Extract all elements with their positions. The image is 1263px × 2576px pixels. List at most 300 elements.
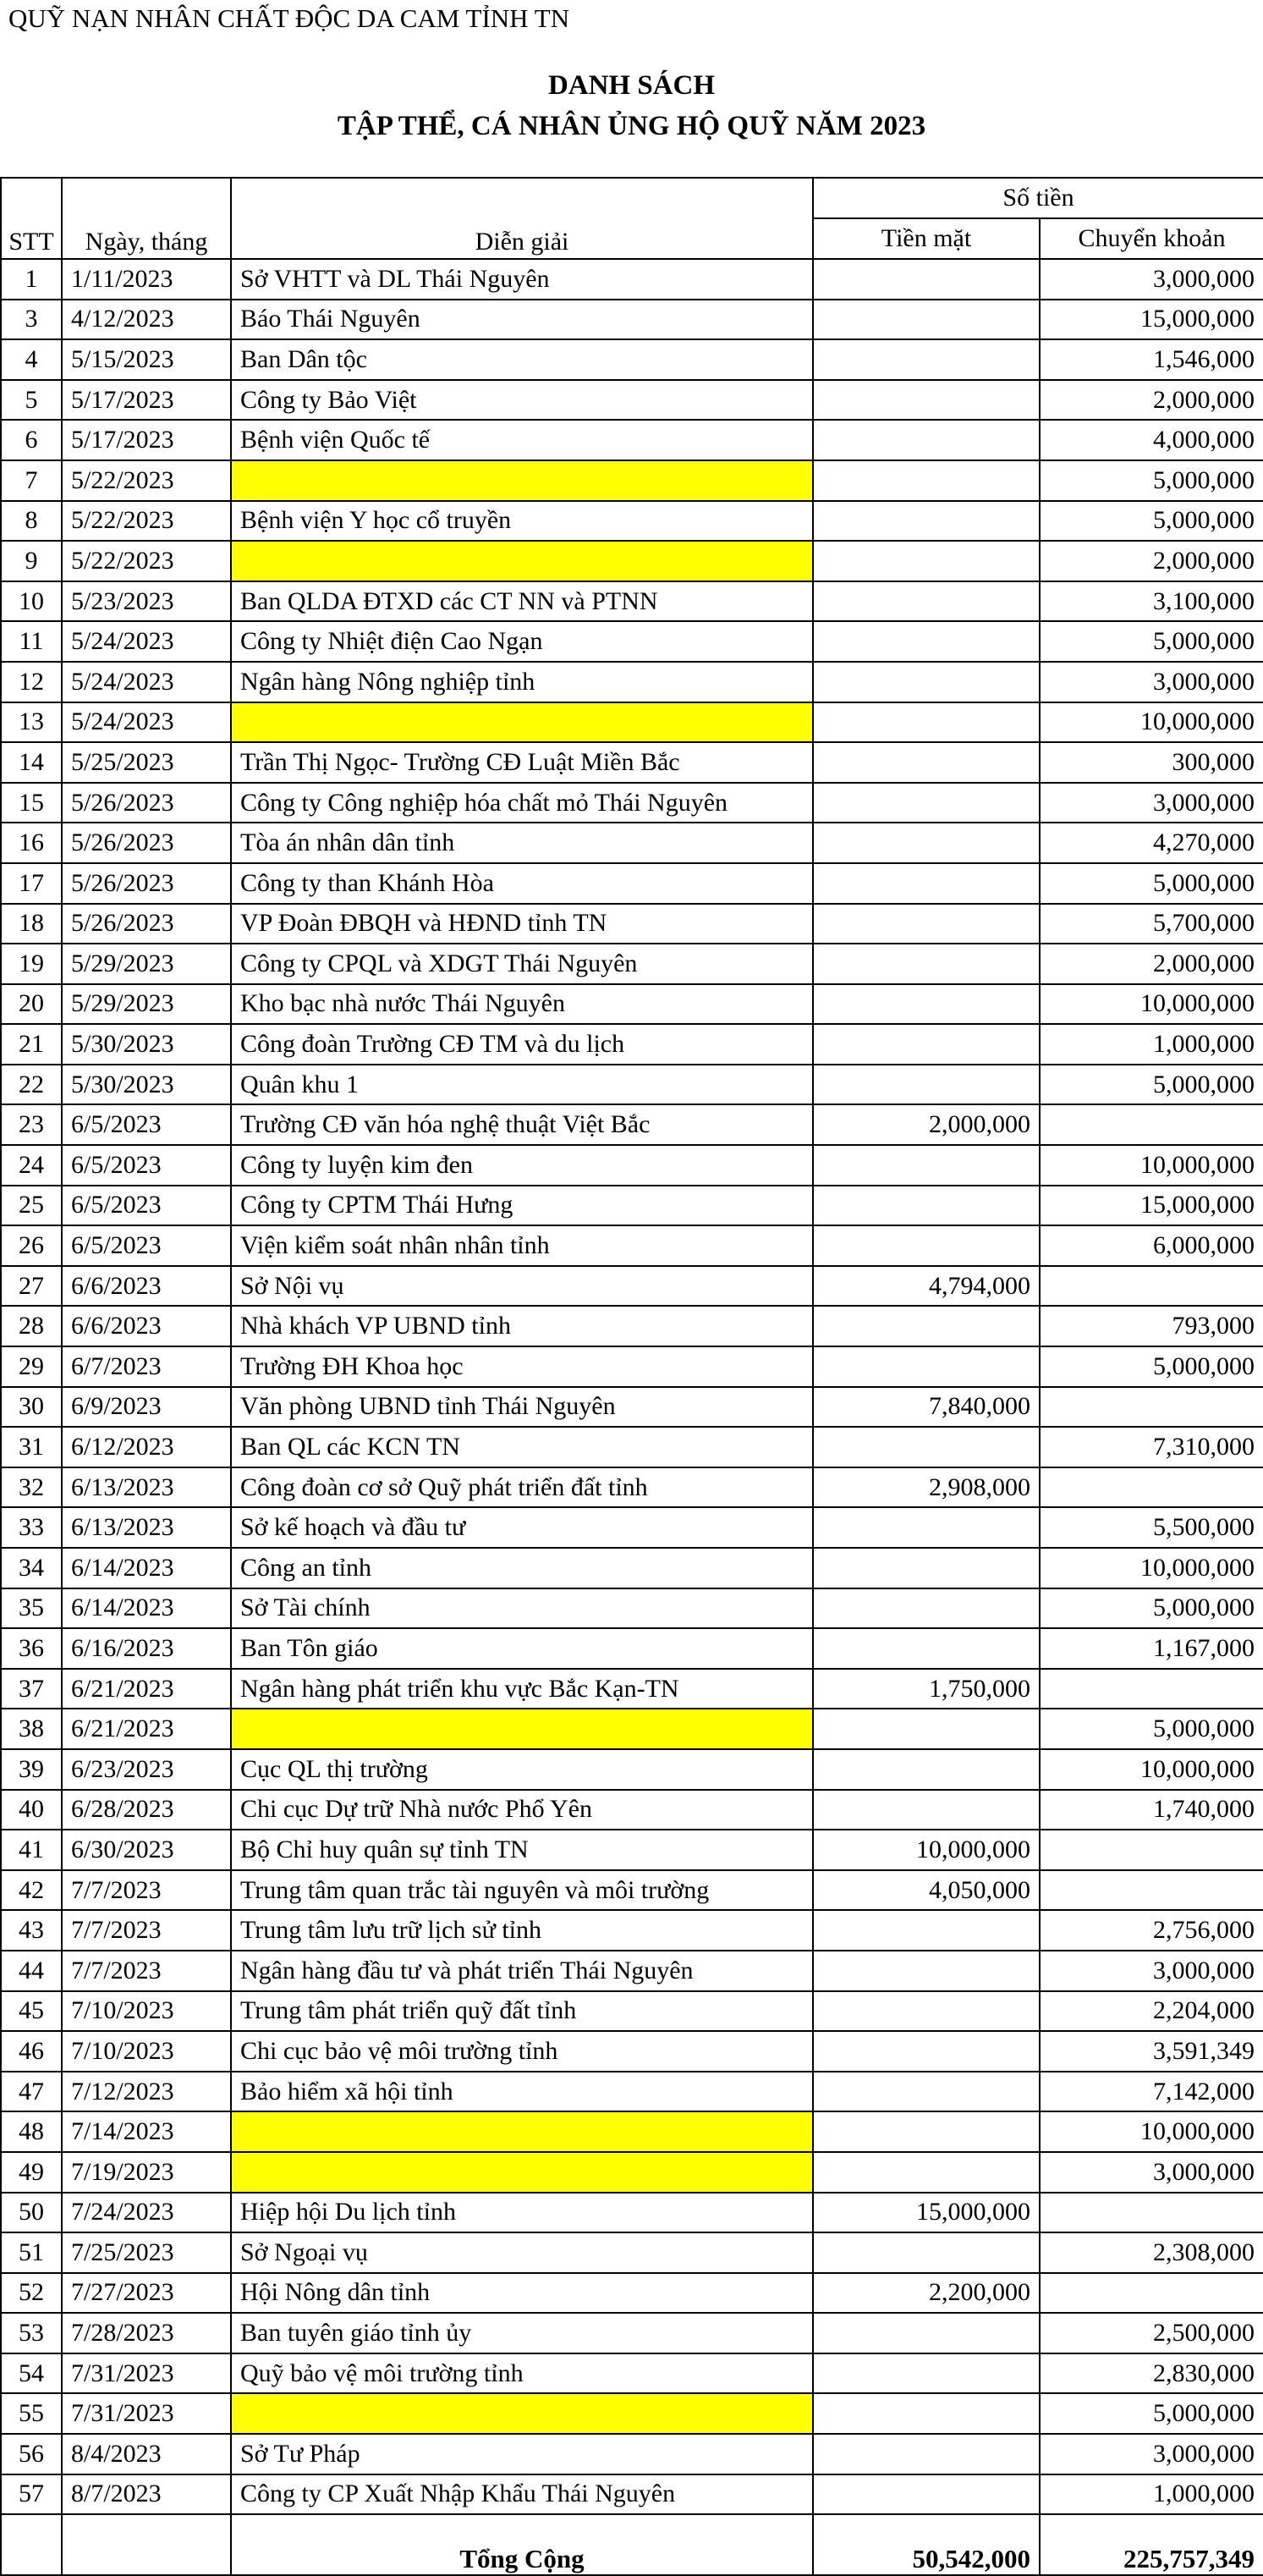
- row-date: 6/14/2023: [62, 1588, 231, 1629]
- row-date: 5/22/2023: [62, 460, 231, 501]
- row-stt: 23: [1, 1104, 62, 1145]
- row-stt: 52: [1, 2273, 62, 2314]
- row-description: Cục QL thị trường: [231, 1749, 813, 1790]
- row-description: Ban QLDA ĐTXD các CT NN và PTNN: [231, 581, 813, 622]
- row-stt: 33: [1, 1507, 62, 1548]
- row-stt: 35: [1, 1588, 62, 1629]
- row-date: 6/23/2023: [62, 1749, 231, 1790]
- row-transfer: 3,000,000: [1040, 662, 1263, 702]
- row-date: 5/17/2023: [62, 420, 231, 460]
- row-stt: 47: [1, 2072, 62, 2112]
- row-cash: [813, 501, 1040, 542]
- row-description: Viện kiểm soát nhân nhân tỉnh: [231, 1225, 813, 1266]
- row-date: 5/25/2023: [62, 742, 231, 783]
- row-description: Nhà khách VP UBND tỉnh: [231, 1306, 813, 1346]
- row-date: 4/12/2023: [62, 300, 231, 340]
- row-stt: 17: [1, 863, 62, 904]
- row-stt: 10: [1, 581, 62, 622]
- row-stt: 22: [1, 1065, 62, 1105]
- row-transfer: [1040, 1387, 1263, 1428]
- row-cash: 7,840,000: [813, 1387, 1040, 1428]
- row-transfer: 5,000,000: [1040, 863, 1263, 904]
- row-stt: 34: [1, 1548, 62, 1588]
- row-date: 7/31/2023: [62, 2353, 231, 2394]
- row-cash: [813, 1588, 1040, 1629]
- row-transfer: 5,000,000: [1040, 621, 1263, 662]
- row-transfer: 4,000,000: [1040, 420, 1263, 460]
- row-description: Sở VHTT và DL Thái Nguyên: [231, 259, 813, 300]
- row-cash: [813, 1065, 1040, 1105]
- table-row: [1, 420, 1263, 460]
- row-transfer: 6,000,000: [1040, 1225, 1263, 1266]
- row-description: Hội Nông dân tỉnh: [231, 2273, 813, 2314]
- row-transfer: 5,700,000: [1040, 904, 1263, 944]
- row-description: Công ty CPTM Thái Hưng: [231, 1186, 813, 1226]
- row-transfer: 3,591,349: [1040, 2031, 1263, 2072]
- row-transfer: 2,830,000: [1040, 2353, 1263, 2394]
- row-transfer: 7,310,000: [1040, 1427, 1263, 1467]
- row-stt: 48: [1, 2111, 62, 2152]
- row-transfer: 10,000,000: [1040, 1749, 1263, 1790]
- row-description: Trung tâm lưu trữ lịch sử tỉnh: [231, 1910, 813, 1951]
- row-stt: 28: [1, 1306, 62, 1346]
- table-row: [1, 1628, 1263, 1669]
- total-row: [1, 2514, 1263, 2575]
- row-stt: 51: [1, 2232, 62, 2273]
- table-row: [1, 259, 1263, 300]
- row-transfer: 2,000,000: [1040, 541, 1263, 581]
- row-description: Công ty Công nghiệp hóa chất mỏ Thái Nguyên: [231, 783, 813, 823]
- table-row: [1, 501, 1263, 542]
- row-date: 6/14/2023: [62, 1548, 231, 1588]
- row-stt: 14: [1, 742, 62, 783]
- row-cash: [813, 2313, 1040, 2353]
- row-cash: [813, 2232, 1040, 2273]
- row-cash: [813, 420, 1040, 460]
- row-date: 5/22/2023: [62, 501, 231, 542]
- table-row: [1, 2072, 1263, 2112]
- row-transfer: 7,142,000: [1040, 2072, 1263, 2112]
- row-transfer: 2,756,000: [1040, 1910, 1263, 1951]
- row-transfer: 5,000,000: [1040, 460, 1263, 501]
- row-description: Sở Ngoại vụ: [231, 2232, 813, 2273]
- table-row: [1, 460, 1263, 501]
- row-cash: [813, 1628, 1040, 1669]
- row-stt: 31: [1, 1427, 62, 1467]
- row-description: [231, 702, 813, 743]
- row-date: 7/31/2023: [62, 2393, 231, 2434]
- row-date: 6/13/2023: [62, 1507, 231, 1548]
- row-cash: 2,908,000: [813, 1467, 1040, 1508]
- row-description: Ngân hàng Nông nghiệp tỉnh: [231, 662, 813, 702]
- row-cash: [813, 1709, 1040, 1749]
- table-row: [1, 541, 1263, 581]
- row-transfer: 5,500,000: [1040, 1507, 1263, 1548]
- table-row: [1, 339, 1263, 380]
- row-date: 6/5/2023: [62, 1104, 231, 1145]
- row-date: 5/29/2023: [62, 984, 231, 1025]
- row-date: 5/24/2023: [62, 662, 231, 702]
- row-cash: [813, 2474, 1040, 2515]
- table-row: [1, 300, 1263, 340]
- row-description: Công an tỉnh: [231, 1548, 813, 1588]
- row-cash: [813, 380, 1040, 421]
- row-description: Công ty Bảo Việt: [231, 380, 813, 421]
- row-date: 5/26/2023: [62, 904, 231, 944]
- row-transfer: 5,000,000: [1040, 1346, 1263, 1387]
- total-label: Tổng Cộng: [231, 2514, 813, 2575]
- row-date: 6/9/2023: [62, 1387, 231, 1428]
- row-stt: 44: [1, 1951, 62, 1991]
- row-date: 6/30/2023: [62, 1830, 231, 1870]
- table-row: [1, 944, 1263, 984]
- row-cash: [813, 460, 1040, 501]
- row-cash: [813, 1749, 1040, 1790]
- row-transfer: [1040, 1266, 1263, 1307]
- row-stt: 38: [1, 1709, 62, 1749]
- row-description: Công đoàn Trường CĐ TM và du lịch: [231, 1024, 813, 1065]
- row-transfer: 1,167,000: [1040, 1628, 1263, 1669]
- donation-table: [0, 177, 1263, 2576]
- row-description: Quỹ bảo vệ môi trường tỉnh: [231, 2353, 813, 2394]
- row-transfer: [1040, 1104, 1263, 1145]
- row-stt: 42: [1, 1870, 62, 1911]
- row-transfer: 1,740,000: [1040, 1790, 1263, 1830]
- row-cash: [813, 1427, 1040, 1467]
- row-transfer: 10,000,000: [1040, 1145, 1263, 1186]
- row-description: Trần Thị Ngọc- Trường CĐ Luật Miền Bắc: [231, 742, 813, 783]
- row-transfer: 1,000,000: [1040, 2474, 1263, 2515]
- row-cash: [813, 2031, 1040, 2072]
- row-transfer: 1,000,000: [1040, 1024, 1263, 1065]
- row-date: 7/27/2023: [62, 2273, 231, 2314]
- row-cash: 4,050,000: [813, 1870, 1040, 1911]
- row-date: 7/7/2023: [62, 1870, 231, 1911]
- row-description: [231, 541, 813, 581]
- row-date: 6/21/2023: [62, 1709, 231, 1749]
- row-stt: 12: [1, 662, 62, 702]
- table-row: [1, 1548, 1263, 1588]
- document-title: DANH SÁCH: [547, 70, 716, 101]
- table-row: [1, 1387, 1263, 1428]
- row-stt: 4: [1, 339, 62, 380]
- row-date: 7/7/2023: [62, 1910, 231, 1951]
- row-description: Báo Thái Nguyên: [231, 300, 813, 340]
- header-description: Diễn giải: [231, 178, 813, 259]
- row-date: 7/19/2023: [62, 2152, 231, 2193]
- row-description: Bệnh viện Quốc tế: [231, 420, 813, 460]
- row-stt: 8: [1, 501, 62, 542]
- row-cash: [813, 944, 1040, 984]
- row-transfer: 2,204,000: [1040, 1991, 1263, 2032]
- row-stt: 56: [1, 2434, 62, 2474]
- row-description: Ban tuyên giáo tỉnh ủy: [231, 2313, 813, 2353]
- table-row: [1, 1024, 1263, 1065]
- row-date: 5/30/2023: [62, 1065, 231, 1105]
- row-date: 1/11/2023: [62, 259, 231, 300]
- row-transfer: 2,000,000: [1040, 380, 1263, 421]
- row-stt: 46: [1, 2031, 62, 2072]
- row-stt: 27: [1, 1266, 62, 1307]
- row-date: 5/26/2023: [62, 783, 231, 823]
- row-transfer: 5,000,000: [1040, 2393, 1263, 2434]
- row-description: Ngân hàng đầu tư và phát triển Thái Nguyên: [231, 1951, 813, 1991]
- row-cash: [813, 1186, 1040, 1226]
- row-stt: 5: [1, 380, 62, 421]
- row-description: Sở Nội vụ: [231, 1266, 813, 1307]
- table-row: [1, 380, 1263, 421]
- row-stt: 3: [1, 300, 62, 340]
- table-row: [1, 2193, 1263, 2233]
- row-cash: [813, 541, 1040, 581]
- row-description: Quân khu 1: [231, 1065, 813, 1105]
- row-stt: 25: [1, 1186, 62, 1226]
- row-description: Công ty Nhiệt điện Cao Ngạn: [231, 621, 813, 662]
- row-date: 5/23/2023: [62, 581, 231, 622]
- row-date: 5/22/2023: [62, 541, 231, 581]
- row-cash: [813, 863, 1040, 904]
- table-row: [1, 2313, 1263, 2353]
- row-date: 7/25/2023: [62, 2232, 231, 2273]
- row-description: Công ty luyện kim đen: [231, 1145, 813, 1186]
- row-transfer: 1,546,000: [1040, 339, 1263, 380]
- row-date: 6/12/2023: [62, 1427, 231, 1467]
- row-stt: 1: [1, 259, 62, 300]
- row-description: Hiệp hội Du lịch tỉnh: [231, 2193, 813, 2233]
- row-date: 5/15/2023: [62, 339, 231, 380]
- row-cash: [813, 621, 1040, 662]
- row-date: 5/30/2023: [62, 1024, 231, 1065]
- row-transfer: 5,000,000: [1040, 1709, 1263, 1749]
- table-row: [1, 1065, 1263, 1105]
- row-description: VP Đoàn ĐBQH và HĐND tỉnh TN: [231, 904, 813, 944]
- row-transfer: [1040, 2273, 1263, 2314]
- row-cash: [813, 581, 1040, 622]
- table-row: [1, 1467, 1263, 1508]
- table-row: [1, 2434, 1263, 2474]
- row-transfer: 3,000,000: [1040, 2152, 1263, 2193]
- table-row: [1, 1951, 1263, 1991]
- row-stt: 43: [1, 1910, 62, 1951]
- row-cash: [813, 662, 1040, 702]
- row-cash: [813, 783, 1040, 823]
- row-date: 6/7/2023: [62, 1346, 231, 1387]
- row-description: Ban QL các KCN TN: [231, 1427, 813, 1467]
- row-stt: 30: [1, 1387, 62, 1428]
- table-row: [1, 2273, 1263, 2314]
- row-cash: [813, 1225, 1040, 1266]
- row-transfer: 3,000,000: [1040, 1951, 1263, 1991]
- row-stt: 53: [1, 2313, 62, 2353]
- row-stt: 32: [1, 1467, 62, 1508]
- document-subtitle: TẬP THỂ, CÁ NHÂN ỦNG HỘ QUỸ NĂM 2023: [337, 111, 926, 141]
- table-row: [1, 1910, 1263, 1951]
- row-date: 5/26/2023: [62, 823, 231, 863]
- row-description: Kho bạc nhà nước Thái Nguyên: [231, 984, 813, 1025]
- row-description: Sở kế hoạch và đầu tư: [231, 1507, 813, 1548]
- row-stt: 54: [1, 2353, 62, 2394]
- row-description: [231, 2152, 813, 2193]
- table-row: [1, 2393, 1263, 2434]
- table-row: [1, 742, 1263, 783]
- row-description: Trường CĐ văn hóa nghệ thuật Việt Bắc: [231, 1104, 813, 1145]
- row-cash: 15,000,000: [813, 2193, 1040, 2233]
- row-transfer: 10,000,000: [1040, 2111, 1263, 2152]
- row-transfer: 10,000,000: [1040, 702, 1263, 743]
- row-transfer: 5,000,000: [1040, 1588, 1263, 1629]
- row-cash: [813, 1306, 1040, 1346]
- row-stt: 21: [1, 1024, 62, 1065]
- table-row: [1, 1991, 1263, 2032]
- row-stt: 29: [1, 1346, 62, 1387]
- row-date: 8/4/2023: [62, 2434, 231, 2474]
- row-cash: [813, 1507, 1040, 1548]
- row-description: Chi cục bảo vệ môi trường tỉnh: [231, 2031, 813, 2072]
- row-cash: [813, 2111, 1040, 2152]
- row-description: Sở Tư Pháp: [231, 2434, 813, 2474]
- row-description: [231, 2111, 813, 2152]
- row-cash: 10,000,000: [813, 1830, 1040, 1870]
- row-transfer: [1040, 1669, 1263, 1709]
- table-row: [1, 1830, 1263, 1870]
- row-stt: 20: [1, 984, 62, 1025]
- row-transfer: 2,000,000: [1040, 944, 1263, 984]
- row-transfer: 4,270,000: [1040, 823, 1263, 863]
- header-date: Ngày, tháng: [62, 178, 231, 259]
- table-row: [1, 1186, 1263, 1226]
- row-stt: 19: [1, 944, 62, 984]
- table-row: [1, 1749, 1263, 1790]
- row-stt: 40: [1, 1790, 62, 1830]
- organization-name: QUỸ NẠN NHÂN CHẤT ĐỘC DA CAM TỈNH TN: [8, 3, 570, 33]
- total-cash: 50,542,000: [813, 2514, 1040, 2575]
- row-description: [231, 460, 813, 501]
- row-transfer: 3,000,000: [1040, 2434, 1263, 2474]
- row-transfer: [1040, 1830, 1263, 1870]
- table-row: [1, 2031, 1263, 2072]
- row-transfer: 3,000,000: [1040, 259, 1263, 300]
- row-transfer: 5,000,000: [1040, 1065, 1263, 1105]
- row-description: [231, 1709, 813, 1749]
- row-date: 5/24/2023: [62, 702, 231, 743]
- row-transfer: 15,000,000: [1040, 1186, 1263, 1226]
- row-cash: [813, 742, 1040, 783]
- row-cash: [813, 702, 1040, 743]
- table-row: [1, 1225, 1263, 1266]
- table-row: [1, 581, 1263, 622]
- row-stt: 24: [1, 1145, 62, 1186]
- row-transfer: 3,000,000: [1040, 783, 1263, 823]
- row-description: Tòa án nhân dân tỉnh: [231, 823, 813, 863]
- row-date: 6/21/2023: [62, 1669, 231, 1709]
- row-cash: [813, 2072, 1040, 2112]
- row-cash: [813, 1024, 1040, 1065]
- table-row: [1, 1427, 1263, 1467]
- table-row: [1, 1790, 1263, 1830]
- row-transfer: 10,000,000: [1040, 1548, 1263, 1588]
- row-stt: 55: [1, 2393, 62, 2434]
- row-stt: 13: [1, 702, 62, 743]
- table-row: [1, 863, 1263, 904]
- table-row: [1, 662, 1263, 702]
- header-transfer: Chuyển khoản: [1040, 218, 1263, 259]
- row-description: Ngân hàng phát triển khu vực Bắc Kạn-TN: [231, 1669, 813, 1709]
- row-stt: 50: [1, 2193, 62, 2233]
- row-stt: 11: [1, 621, 62, 662]
- row-cash: [813, 2393, 1040, 2434]
- row-description: Trường ĐH Khoa học: [231, 1346, 813, 1387]
- row-date: 7/7/2023: [62, 1951, 231, 1991]
- row-stt: 36: [1, 1628, 62, 1669]
- row-description: Trung tâm quan trắc tài nguyên và môi trường: [231, 1870, 813, 1911]
- row-cash: [813, 1951, 1040, 1991]
- row-cash: [813, 339, 1040, 380]
- row-date: 6/5/2023: [62, 1186, 231, 1226]
- table-row: [1, 621, 1263, 662]
- row-stt: 41: [1, 1830, 62, 1870]
- table-row: [1, 1306, 1263, 1346]
- header-amount-group: Số tiền: [813, 178, 1263, 218]
- row-transfer: [1040, 1467, 1263, 1508]
- row-cash: [813, 2353, 1040, 2394]
- table-row: [1, 904, 1263, 944]
- table-row: [1, 1669, 1263, 1709]
- table-row: [1, 2353, 1263, 2394]
- row-date: 5/24/2023: [62, 621, 231, 662]
- row-description: [231, 2393, 813, 2434]
- row-date: 5/26/2023: [62, 863, 231, 904]
- row-cash: [813, 259, 1040, 300]
- row-cash: [813, 823, 1040, 863]
- row-description: Văn phòng UBND tỉnh Thái Nguyên: [231, 1387, 813, 1428]
- row-cash: [813, 2152, 1040, 2193]
- table-row: [1, 2111, 1263, 2152]
- table-row: [1, 1346, 1263, 1387]
- row-cash: [813, 300, 1040, 340]
- row-cash: [813, 1346, 1040, 1387]
- table-row: [1, 2152, 1263, 2193]
- row-cash: [813, 2434, 1040, 2474]
- table-row: [1, 702, 1263, 743]
- row-transfer: [1040, 1870, 1263, 1911]
- row-transfer: 15,000,000: [1040, 300, 1263, 340]
- row-cash: [813, 1910, 1040, 1951]
- row-date: 6/28/2023: [62, 1790, 231, 1830]
- row-date: 7/12/2023: [62, 2072, 231, 2112]
- row-transfer: 10,000,000: [1040, 984, 1263, 1025]
- row-transfer: [1040, 2193, 1263, 2233]
- row-date: 6/5/2023: [62, 1225, 231, 1266]
- row-stt: 37: [1, 1669, 62, 1709]
- row-transfer: 5,000,000: [1040, 501, 1263, 542]
- row-cash: [813, 1145, 1040, 1186]
- row-date: 6/5/2023: [62, 1145, 231, 1186]
- row-date: 5/17/2023: [62, 380, 231, 421]
- row-date: 6/16/2023: [62, 1628, 231, 1669]
- row-date: 5/29/2023: [62, 944, 231, 984]
- total-stt-cell: [1, 2514, 62, 2575]
- row-date: 6/6/2023: [62, 1266, 231, 1307]
- row-description: Công ty than Khánh Hòa: [231, 863, 813, 904]
- row-description: Công ty CP Xuất Nhập Khẩu Thái Nguyên: [231, 2474, 813, 2515]
- table-body: [1, 259, 1263, 2514]
- row-description: Công đoàn cơ sở Quỹ phát triển đất tỉnh: [231, 1467, 813, 1508]
- row-date: 7/10/2023: [62, 1991, 231, 2032]
- table-row: [1, 1104, 1263, 1145]
- table-row: [1, 1709, 1263, 1749]
- table-row: [1, 1145, 1263, 1186]
- table-row: [1, 2232, 1263, 2273]
